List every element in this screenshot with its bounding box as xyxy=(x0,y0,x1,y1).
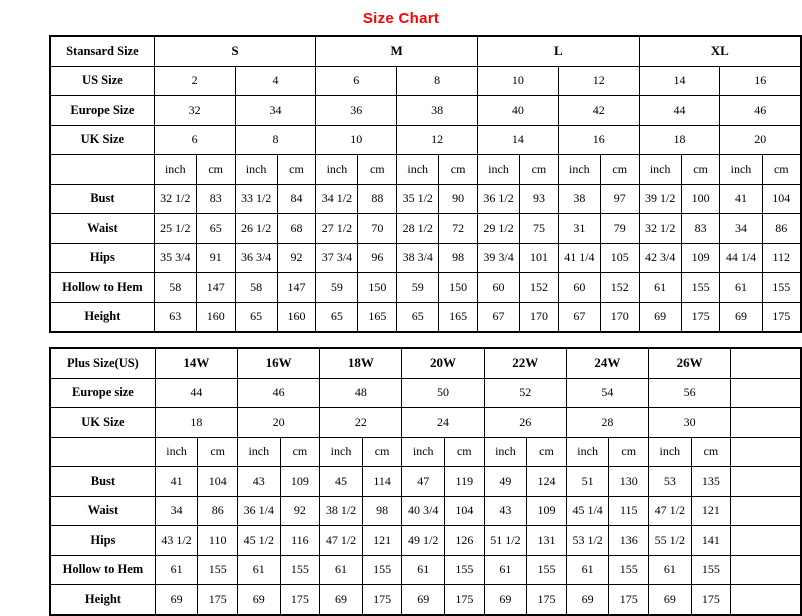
cell: 152 xyxy=(520,273,559,303)
cell: 98 xyxy=(439,243,478,273)
table-row-units xyxy=(50,437,801,467)
unit-cell: cm xyxy=(362,437,402,467)
cell: 150 xyxy=(358,273,397,303)
cell: 67 xyxy=(558,302,600,332)
cell: 20 xyxy=(720,125,801,155)
unit-cell: cm xyxy=(439,155,478,185)
size-group-s: S xyxy=(154,36,316,66)
cell: 69 xyxy=(402,585,445,615)
table-row-waist xyxy=(50,496,801,526)
cell: 58 xyxy=(154,273,196,303)
plus-size-table xyxy=(49,347,802,616)
row-empty-cell xyxy=(731,496,801,526)
cell: 6 xyxy=(154,125,235,155)
cell: 69 xyxy=(566,585,609,615)
cell: 34 xyxy=(235,96,316,126)
cell: 114 xyxy=(362,467,402,497)
unit-cell: inch xyxy=(397,155,439,185)
cell: 60 xyxy=(477,273,519,303)
cell: 43 xyxy=(484,496,527,526)
cell: 160 xyxy=(277,302,316,332)
unit-cell: cm xyxy=(520,155,559,185)
cell: 53 1/2 xyxy=(566,526,609,556)
cell: 47 1/2 xyxy=(649,496,692,526)
cell: 67 xyxy=(477,302,519,332)
table-row-hollow-to-hem xyxy=(50,273,801,303)
row-label-bust: Bust xyxy=(50,184,154,214)
unit-cell: inch xyxy=(639,155,681,185)
table-row-uk-size xyxy=(50,125,801,155)
cell: 29 1/2 xyxy=(477,214,519,244)
unit-cell: inch xyxy=(484,437,527,467)
row-empty-cell xyxy=(731,467,801,497)
cell: 70 xyxy=(358,214,397,244)
cell: 46 xyxy=(720,96,801,126)
cell: 155 xyxy=(445,555,485,585)
cell: 55 1/2 xyxy=(649,526,692,556)
cell: 69 xyxy=(649,585,692,615)
unit-cell: cm xyxy=(762,155,801,185)
cell: 28 1/2 xyxy=(397,214,439,244)
cell: 8 xyxy=(235,125,316,155)
unit-cell: cm xyxy=(691,437,731,467)
cell: 61 xyxy=(402,555,445,585)
cell: 69 xyxy=(720,302,762,332)
cell: 175 xyxy=(762,302,801,332)
cell: 63 xyxy=(154,302,196,332)
cell: 135 xyxy=(691,467,731,497)
cell: 51 xyxy=(566,467,609,497)
cell: 27 1/2 xyxy=(316,214,358,244)
cell: 35 1/2 xyxy=(397,184,439,214)
unit-cell: cm xyxy=(445,437,485,467)
row-label-hollow-to-hem: Hollow to Hem xyxy=(50,555,155,585)
cell: 25 1/2 xyxy=(154,214,196,244)
cell: 83 xyxy=(681,214,720,244)
table-row-us-size xyxy=(50,66,801,96)
cell: 155 xyxy=(762,273,801,303)
cell: 69 xyxy=(639,302,681,332)
page-title: Size Chart xyxy=(362,10,440,27)
cell: 36 1/4 xyxy=(238,496,281,526)
size-group-26w: 26W xyxy=(649,348,731,378)
cell: 32 1/2 xyxy=(639,214,681,244)
cell: 38 1/2 xyxy=(320,496,363,526)
unit-cell: inch xyxy=(720,155,762,185)
cell: 109 xyxy=(527,496,567,526)
cell: 69 xyxy=(484,585,527,615)
cell: 24 xyxy=(402,408,484,438)
cell: 69 xyxy=(155,585,198,615)
table-row-bust xyxy=(50,467,801,497)
cell: 30 xyxy=(649,408,731,438)
cell: 175 xyxy=(691,585,731,615)
cell: 175 xyxy=(362,585,402,615)
cell: 52 xyxy=(484,378,566,408)
units-row-blank-label xyxy=(50,437,155,467)
row-label-waist: Waist xyxy=(50,496,155,526)
cell: 98 xyxy=(362,496,402,526)
table-row-europe-size xyxy=(50,378,801,408)
cell: 96 xyxy=(358,243,397,273)
cell: 141 xyxy=(691,526,731,556)
cell: 42 3/4 xyxy=(639,243,681,273)
cell: 155 xyxy=(527,555,567,585)
cell: 119 xyxy=(445,467,485,497)
cell: 44 1/4 xyxy=(720,243,762,273)
cell: 40 3/4 xyxy=(402,496,445,526)
cell: 175 xyxy=(609,585,649,615)
unit-cell: inch xyxy=(649,437,692,467)
cell: 72 xyxy=(439,214,478,244)
unit-cell: inch xyxy=(558,155,600,185)
cell: 61 xyxy=(720,273,762,303)
cell: 16 xyxy=(558,125,639,155)
cell: 69 xyxy=(320,585,363,615)
cell: 59 xyxy=(397,273,439,303)
cell: 38 3/4 xyxy=(397,243,439,273)
unit-cell: cm xyxy=(527,437,567,467)
cell: 65 xyxy=(196,214,235,244)
cell: 79 xyxy=(600,214,639,244)
cell: 36 3/4 xyxy=(235,243,277,273)
cell: 45 xyxy=(320,467,363,497)
cell: 104 xyxy=(198,467,238,497)
size-group-16w: 16W xyxy=(238,348,320,378)
cell: 115 xyxy=(609,496,649,526)
row-label-bust: Bust xyxy=(50,467,155,497)
cell: 33 1/2 xyxy=(235,184,277,214)
cell: 61 xyxy=(320,555,363,585)
cell: 175 xyxy=(681,302,720,332)
cell: 116 xyxy=(280,526,320,556)
cell: 93 xyxy=(520,184,559,214)
table-row-header xyxy=(50,36,801,66)
cell: 61 xyxy=(649,555,692,585)
row-empty-cell xyxy=(731,585,801,615)
cell: 60 xyxy=(558,273,600,303)
cell: 155 xyxy=(609,555,649,585)
cell: 61 xyxy=(566,555,609,585)
cell: 75 xyxy=(520,214,559,244)
cell: 155 xyxy=(362,555,402,585)
cell: 12 xyxy=(397,125,478,155)
cell: 152 xyxy=(600,273,639,303)
cell: 121 xyxy=(691,496,731,526)
standard-size-table xyxy=(49,35,802,333)
unit-cell: inch xyxy=(566,437,609,467)
cell: 39 1/2 xyxy=(639,184,681,214)
units-row-blank-label xyxy=(50,155,154,185)
cell: 34 1/2 xyxy=(316,184,358,214)
cell: 2 xyxy=(154,66,235,96)
cell: 65 xyxy=(397,302,439,332)
row-label-waist: Waist xyxy=(50,214,154,244)
cell: 155 xyxy=(280,555,320,585)
cell: 49 xyxy=(484,467,527,497)
cell: 97 xyxy=(600,184,639,214)
cell: 46 xyxy=(238,378,320,408)
row-label-hollow-to-hem: Hollow to Hem xyxy=(50,273,154,303)
cell: 109 xyxy=(280,467,320,497)
table-row-europe-size xyxy=(50,96,801,126)
cell: 136 xyxy=(609,526,649,556)
unit-cell: cm xyxy=(280,437,320,467)
cell: 16 xyxy=(720,66,801,96)
row-label-height: Height xyxy=(50,302,154,332)
table-row-hips xyxy=(50,243,801,273)
cell: 86 xyxy=(762,214,801,244)
cell: 26 xyxy=(484,408,566,438)
cell: 83 xyxy=(196,184,235,214)
cell: 105 xyxy=(600,243,639,273)
cell: 41 xyxy=(720,184,762,214)
cell: 100 xyxy=(681,184,720,214)
cell: 44 xyxy=(639,96,720,126)
cell: 40 xyxy=(477,96,558,126)
cell: 56 xyxy=(649,378,731,408)
cell: 20 xyxy=(238,408,320,438)
unit-cell: cm xyxy=(358,155,397,185)
unit-cell: cm xyxy=(600,155,639,185)
cell: 54 xyxy=(566,378,648,408)
unit-cell: inch xyxy=(155,437,198,467)
cell: 65 xyxy=(316,302,358,332)
unit-cell: cm xyxy=(198,437,238,467)
cell: 58 xyxy=(235,273,277,303)
cell: 45 1/2 xyxy=(238,526,281,556)
cell: 104 xyxy=(445,496,485,526)
cell: 90 xyxy=(439,184,478,214)
cell: 37 3/4 xyxy=(316,243,358,273)
size-group-l: L xyxy=(477,36,639,66)
table-row-waist xyxy=(50,214,801,244)
cell: 121 xyxy=(362,526,402,556)
cell: 92 xyxy=(280,496,320,526)
cell: 61 xyxy=(155,555,198,585)
unit-cell: cm xyxy=(277,155,316,185)
table-row-bust xyxy=(50,184,801,214)
unit-cell: inch xyxy=(235,155,277,185)
cell: 112 xyxy=(762,243,801,273)
unit-cell: inch xyxy=(238,437,281,467)
cell: 104 xyxy=(762,184,801,214)
cell: 42 xyxy=(558,96,639,126)
size-group-14w: 14W xyxy=(155,348,237,378)
row-label-hips: Hips xyxy=(50,243,154,273)
cell: 175 xyxy=(445,585,485,615)
cell: 32 1/2 xyxy=(154,184,196,214)
cell: 49 1/2 xyxy=(402,526,445,556)
cell: 84 xyxy=(277,184,316,214)
table-row-height xyxy=(50,302,801,332)
row-label-height: Height xyxy=(50,585,155,615)
cell: 18 xyxy=(639,125,720,155)
table-row-header xyxy=(50,348,801,378)
cell: 61 xyxy=(238,555,281,585)
table-row-hips xyxy=(50,526,801,556)
unit-cell: inch xyxy=(154,155,196,185)
cell: 130 xyxy=(609,467,649,497)
cell: 43 xyxy=(238,467,281,497)
cell: 147 xyxy=(196,273,235,303)
cell: 92 xyxy=(277,243,316,273)
cell: 48 xyxy=(320,378,402,408)
cell: 51 1/2 xyxy=(484,526,527,556)
row-empty-cell xyxy=(731,408,801,438)
unit-cell: cm xyxy=(681,155,720,185)
cell: 26 1/2 xyxy=(235,214,277,244)
table-spacer xyxy=(0,333,802,347)
cell: 68 xyxy=(277,214,316,244)
unit-cell: inch xyxy=(316,155,358,185)
unit-cell: inch xyxy=(402,437,445,467)
cell: 147 xyxy=(277,273,316,303)
cell: 124 xyxy=(527,467,567,497)
cell: 50 xyxy=(402,378,484,408)
cell: 175 xyxy=(527,585,567,615)
cell: 155 xyxy=(681,273,720,303)
cell: 10 xyxy=(316,125,397,155)
row-label-europe-size: Europe Size xyxy=(50,96,154,126)
cell: 59 xyxy=(316,273,358,303)
cell: 155 xyxy=(691,555,731,585)
cell: 150 xyxy=(439,273,478,303)
size-group-24w: 24W xyxy=(566,348,648,378)
cell: 36 1/2 xyxy=(477,184,519,214)
table-row-height xyxy=(50,585,801,615)
cell: 91 xyxy=(196,243,235,273)
cell: 34 xyxy=(155,496,198,526)
unit-cell: inch xyxy=(320,437,363,467)
header-empty-cell xyxy=(731,348,801,378)
table-row-units xyxy=(50,155,801,185)
cell: 41 1/4 xyxy=(558,243,600,273)
cell: 165 xyxy=(358,302,397,332)
cell: 8 xyxy=(397,66,478,96)
row-empty-cell xyxy=(731,526,801,556)
table-row-uk-size xyxy=(50,408,801,438)
cell: 65 xyxy=(235,302,277,332)
cell: 61 xyxy=(639,273,681,303)
cell: 45 1/4 xyxy=(566,496,609,526)
cell: 170 xyxy=(600,302,639,332)
cell: 41 xyxy=(155,467,198,497)
unit-cell: cm xyxy=(609,437,649,467)
cell: 175 xyxy=(198,585,238,615)
cell: 43 1/2 xyxy=(155,526,198,556)
cell: 38 xyxy=(558,184,600,214)
units-empty-cell xyxy=(731,437,801,467)
cell: 175 xyxy=(280,585,320,615)
cell: 14 xyxy=(477,125,558,155)
cell: 165 xyxy=(439,302,478,332)
cell: 12 xyxy=(558,66,639,96)
cell: 18 xyxy=(155,408,237,438)
size-group-xl: XL xyxy=(639,36,801,66)
cell: 32 xyxy=(154,96,235,126)
cell: 28 xyxy=(566,408,648,438)
unit-cell: inch xyxy=(477,155,519,185)
cell: 69 xyxy=(238,585,281,615)
size-group-18w: 18W xyxy=(320,348,402,378)
size-group-m: M xyxy=(316,36,478,66)
cell: 155 xyxy=(198,555,238,585)
cell: 31 xyxy=(558,214,600,244)
row-label-europe-size: Europe size xyxy=(50,378,155,408)
cell: 101 xyxy=(520,243,559,273)
cell: 34 xyxy=(720,214,762,244)
cell: 53 xyxy=(649,467,692,497)
cell: 126 xyxy=(445,526,485,556)
cell: 61 xyxy=(484,555,527,585)
cell: 6 xyxy=(316,66,397,96)
row-empty-cell xyxy=(731,378,801,408)
cell: 47 xyxy=(402,467,445,497)
standard-header-label: Stansard Size xyxy=(50,36,154,66)
unit-cell: cm xyxy=(196,155,235,185)
plus-header-label: Plus Size(US) xyxy=(50,348,155,378)
cell: 39 3/4 xyxy=(477,243,519,273)
cell: 88 xyxy=(358,184,397,214)
cell: 131 xyxy=(527,526,567,556)
row-label-uk-size: UK Size xyxy=(50,408,155,438)
cell: 47 1/2 xyxy=(320,526,363,556)
cell: 110 xyxy=(198,526,238,556)
cell: 44 xyxy=(155,378,237,408)
cell: 109 xyxy=(681,243,720,273)
table-row-hollow-to-hem xyxy=(50,555,801,585)
row-label-uk-size: UK Size xyxy=(50,125,154,155)
cell: 160 xyxy=(196,302,235,332)
cell: 10 xyxy=(477,66,558,96)
cell: 4 xyxy=(235,66,316,96)
row-label-us-size: US Size xyxy=(50,66,154,96)
size-group-22w: 22W xyxy=(484,348,566,378)
cell: 86 xyxy=(198,496,238,526)
row-empty-cell xyxy=(731,555,801,585)
row-label-hips: Hips xyxy=(50,526,155,556)
cell: 22 xyxy=(320,408,402,438)
size-group-20w: 20W xyxy=(402,348,484,378)
cell: 170 xyxy=(520,302,559,332)
cell: 14 xyxy=(639,66,720,96)
cell: 35 3/4 xyxy=(154,243,196,273)
cell: 38 xyxy=(397,96,478,126)
cell: 36 xyxy=(316,96,397,126)
